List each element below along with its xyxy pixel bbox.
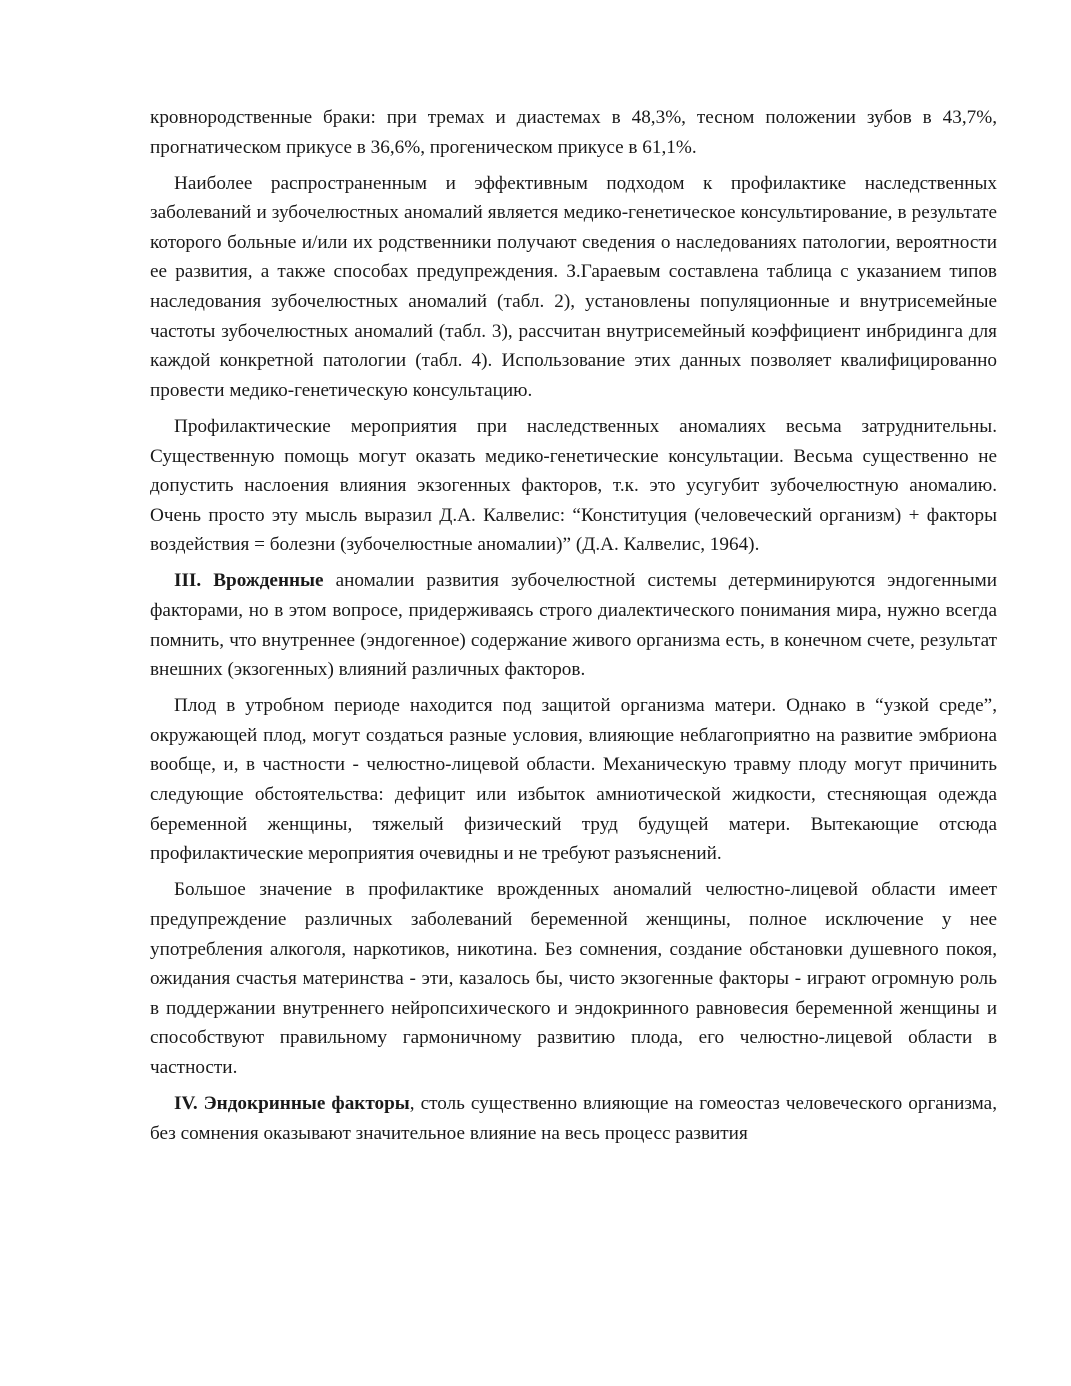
section-heading-iii: III. Врожденные (174, 570, 324, 592)
paragraph-4 (150, 566, 997, 684)
paragraph-3 (150, 412, 997, 560)
paragraph-2 (150, 169, 997, 406)
paragraph-4-text: аномалии развития зубочелюстной системы детерминируются эндогенными факторами, но в этом вопросе, придерживаясь строго диалектического понимания мира, нужно всегда помнить, что внутреннее (эндогенное) содержание живого организма есть, в конечном счете, результат внешних (экзогенных) влияний различных факторов. (150, 570, 997, 681)
paragraph-7-text: , столь существенно влияющие на гомеостаз человеческого организма, без сомнения оказывают значительное влияние на весь процесс развития (150, 1093, 997, 1144)
paragraph-6-text: Большое значение в профилактике врожденных аномалий челюстно-лицевой области имеет предупреждение различных заболеваний беременной женщины, полное исключение у нее употребления алкоголя, наркотиков, никотина. Без сомнения, создание обстановки душевного покоя, ожидания счастья материнства - эти, казалось бы, чисто экзогенные факторы - играют огромную роль в поддержании внутреннего нейропсихического и эндокринного равновесия беременной женщины и способствуют правильному гармоничному развитию плода, его челюстно-лицевой области в частности. (150, 879, 997, 1078)
paragraph-1 (150, 103, 997, 162)
paragraph-5 (150, 691, 997, 869)
paragraph-5-text: Плод в утробном периоде находится под защитой организма матери. Однако в “узкой среде”, окружающей плод, могут создаться разные условия, влияющие неблагоприятно на развитие эмбриона вообще, и, в частности - челюстно-лицевой области. Механическую травму плоду могут причинить следующие обстоятельства: дефицит или избыток амниотической жидкости, стесняющая одежда беременной женщины, тяжелый физический труд будущей матери. Вытекающие отсюда профилактические мероприятия очевидны и не требуют разъяснений. (150, 695, 997, 865)
section-heading-iv: IV. Эндокринные факторы (174, 1093, 410, 1114)
paragraph-1-text: кровнородственные браки: при тремах и диастемах в 48,3%, тесном положении зубов в 43,7%, прогнатическом прикусе в 36,6%, прогеническом прикусе в 61,1%. (150, 107, 997, 158)
paragraph-3-text: Профилактические мероприятия при наследственных аномалиях весьма затруднительны. Существенную помощь могут оказать медико-генетические консультации. Весьма существенно не допустить наслоения влияния экзогенных факторов, т.к. это усугубит зубочелюстную аномалию. Очень просто эту мысль выразил Д.А. Калвелис: “Конституция (человеческий организм) + факторы воздействия = болезни (зубочелюстные аномалии)” (Д.А. Калвелис, 1964). (150, 415, 997, 556)
paragraph-6 (150, 875, 997, 1082)
paragraph-7 (150, 1089, 997, 1148)
paragraph-2-text: Наиболее распространенным и эффективным подходом к профилактике наследственных заболеваний и зубочелюстных аномалий является медико-генетическое консультирование, в результате которого больные и/или их родственники получают сведения о наследованиях патологии, вероятности ее развития, а также способах предупреждения. З.Гараевым составлена таблица с указанием типов наследования зубочелюстных аномалий (табл. 2), установлены популяционные и внутрисемейные частоты зубочелюстных аномалий (табл. 3), рассчитан внутрисемейный коэффициент инбридинга для каждой конкретной патологии (табл. 4). Использование этих данных позволяет квалифицированно провести медико-генетическую консультацию. (150, 172, 997, 401)
document-page (150, 103, 997, 1148)
